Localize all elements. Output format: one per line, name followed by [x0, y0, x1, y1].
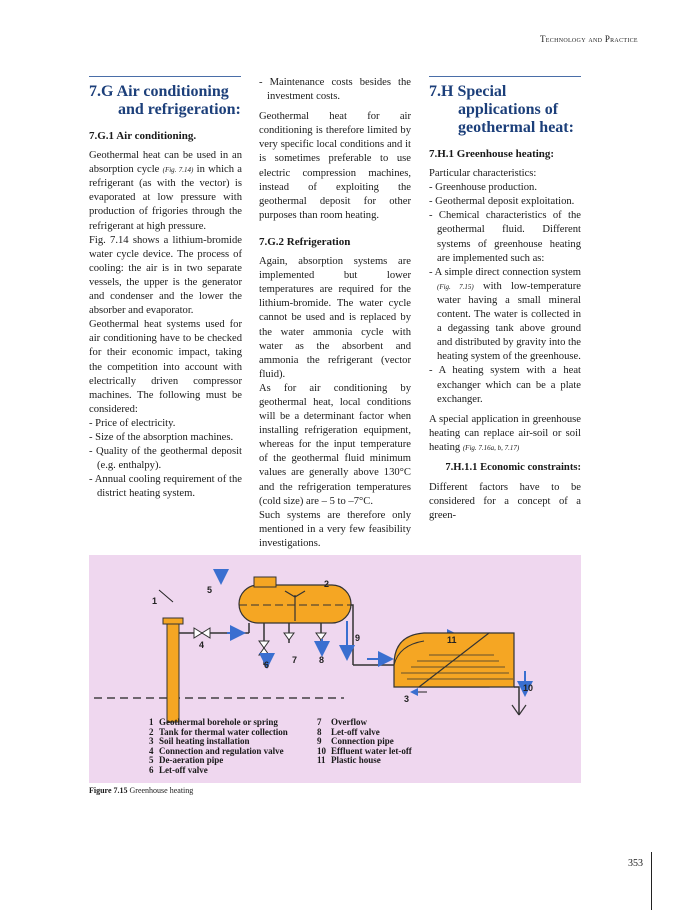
- marker-8: 8: [319, 655, 325, 665]
- page-edge-rule: [651, 852, 652, 910]
- paragraph: Such systems are therefore only mentioned in a very few feasibility investigations.: [259, 509, 411, 549]
- legend-right: 7 Overflow 8 Let-off valve 9 Connection pipe 10 Effluent water let-off 11 Plastic house: [317, 717, 412, 766]
- list-item: - Annual cooling requirement of the district heating system.: [89, 474, 242, 500]
- marker-5: 5: [207, 585, 213, 595]
- marker-7: 7: [292, 655, 298, 665]
- figure-caption: Figure 7.15 Greenhouse heating: [89, 786, 194, 795]
- marker-2: 2: [324, 579, 330, 589]
- paragraph: A special application in greenhouse heating can replace air-soil or soil heating (Fig. 7.16a, b, 7.17): [429, 413, 581, 453]
- column-3: [429, 76, 581, 523]
- paragraph: Geothermal heat can be used in an absorption cycle (Fig. 7.14) in which a refrigerant (as with the vector) is evaporated at low pressure with production of frigories through the refrigerant at high pressure.: [89, 150, 242, 232]
- section-rule: [429, 76, 581, 77]
- marker-6: 6: [264, 660, 270, 670]
- list-item: - Chemical characteristics of the geothermal fluid. Different systems of greenhouse heating are implemented such as:: [429, 210, 581, 264]
- column-2: [259, 76, 411, 551]
- paragraph: Particular characteristics:: [429, 168, 537, 180]
- section-title-7h: 7.H Special applications of geothermal heat:: [429, 83, 574, 136]
- subsection-title-7g2: 7.G.2 Refrigeration: [259, 235, 351, 248]
- paragraph: As for air conditioning by geothermal heat, local conditions will be a determinant factor when installing refrigeration equipment, whereas for the input temperature of the geothermal fluid minimum values are generally above 130°C and the refrigeration temperatures (cold size) are – 5 to –7°C.: [259, 382, 411, 507]
- figure-ref: (Fig. 7.14): [162, 166, 194, 175]
- marker-11: 11: [447, 635, 457, 645]
- list-item: - Price of electricity.: [89, 417, 176, 429]
- column-1: [89, 76, 242, 501]
- section-rule: [89, 76, 241, 77]
- list-item: - A heating system with a heat exchanger which can be a plate exchanger.: [429, 365, 581, 405]
- list-item: - Greenhouse production.: [429, 182, 537, 194]
- borehole: [167, 622, 179, 722]
- subsection-title-7h1: 7.H.1 Greenhouse heating:: [429, 148, 555, 160]
- paragraph: Different factors have to be considered for a concept of a green-: [429, 482, 581, 522]
- marker-4: 4: [199, 640, 205, 650]
- running-head: Technology and Practice: [540, 34, 638, 44]
- figure-ref: (Fig. 7.16a, b, 7.17): [462, 443, 520, 452]
- paragraph: Fig. 7.14 shows a lithium-bromide water cycle device. The process of cooling: the air is in two separate vessels, the upper is the generator and condenser and the lower the absorber and evaporator.: [89, 234, 242, 317]
- list-item: - Size of the absorption machines.: [89, 431, 234, 443]
- section-title-7g: 7.G Air conditioning and refrigeration:: [89, 83, 241, 118]
- figure-greenhouse-heating: [89, 555, 581, 783]
- marker-3: 3: [404, 694, 410, 704]
- subsubsection-title-7h11: 7.H.1.1 Economic constraints:: [445, 461, 581, 473]
- subsection-title-7g1: 7.G.1 Air conditioning.: [89, 130, 197, 142]
- legend-left: 1 Geothermal borehole or spring 2 Tank for thermal water collection 3 Soil heating installation 4 Connection and regulation valve 5 De-aeration pipe 6 Let-off valve: [149, 717, 288, 775]
- marker-10: 10: [523, 683, 534, 693]
- page-number: 353: [628, 858, 643, 869]
- paragraph: Geothermal heat systems used for air conditioning have to be checked for their economic impact, taking the competition into account with electrically driven compressor machines. The following must be considered:: [89, 319, 242, 415]
- list-item: - Geothermal deposit exploitation.: [429, 196, 575, 208]
- list-item: - Quality of the geothermal deposit (e.g. enthalpy).: [89, 446, 242, 472]
- marker-1: 1: [152, 596, 158, 606]
- list-item: - A simple direct connection system (Fig. 7.15) with low-temperature water having a small mineral content. The water is collected in a degassing tank above ground and distributed by gravity into the heating system of the greenhouse.: [429, 266, 581, 363]
- marker-9: 9: [355, 633, 361, 643]
- paragraph: Geothermal heat for air conditioning is therefore limited by very specific local conditions and it is sometimes preferable to use electric compression machines, instead of exploiting the geothermal deposit for other purposes than room heating.: [259, 111, 411, 221]
- list-item: - Maintenance costs besides the investment costs.: [259, 77, 411, 103]
- paragraph: Again, absorption systems are implemented but lower temperatures are required for the lithium-bromide. The water cycle cannot be used and is replaced by the water ammonia cycle with water as the absorbent and ammonia the refrigerant (vector fluid).: [259, 256, 411, 380]
- figure-ref: (Fig. 7.15): [437, 282, 474, 291]
